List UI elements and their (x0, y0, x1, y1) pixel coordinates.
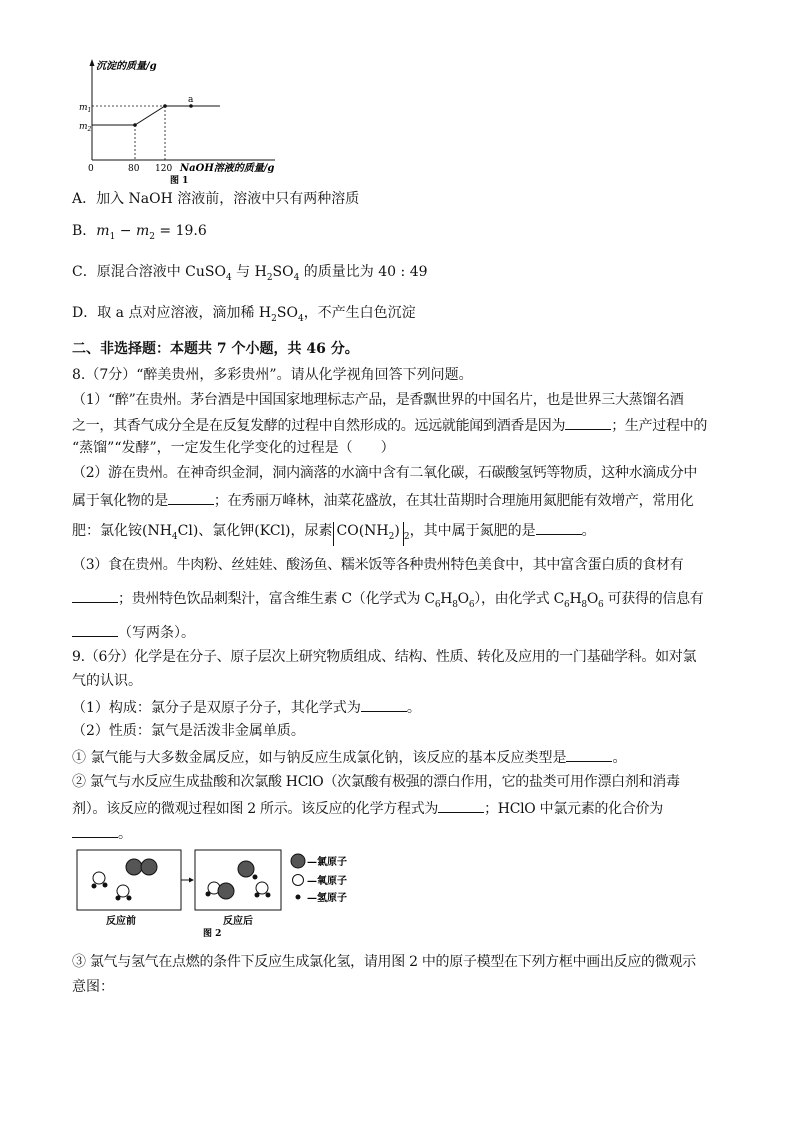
after-label: 反应后 (223, 916, 253, 927)
oxygen-atom (93, 872, 105, 884)
q9-p1: （1）构成：氯分子是双原子分子，其化学式为 。 (72, 697, 421, 717)
oxygen-atom (117, 885, 129, 897)
x-axis-label: NaOH溶液的质量/g (180, 163, 275, 174)
figure-1-caption: 图 1 (170, 176, 189, 185)
y-axis-label: 沉淀的质量/g (96, 61, 157, 72)
q8-p3-line1: （3）食在贵州。牛肉粉、丝娃娃、酸汤鱼、糯米饭等各种贵州特色美食中，其中富含蛋白质的食材有 (72, 557, 684, 573)
q8-p1-line3: “蒸馏”“发酵”，一定发生化学变化的过程是（ ） (72, 440, 395, 456)
q9-c2-line3: 。 (72, 823, 132, 843)
q9-stem-line2: 气的认识。 (72, 673, 142, 689)
q8-p3-line3: （写两条）。 (72, 622, 195, 642)
chlorine-atom (218, 883, 234, 899)
answer-blank[interactable] (72, 823, 118, 838)
legend-hydrogen: —氢原子 (307, 893, 347, 904)
option-c: C．原混合溶液中 CuSO$_4$ 与 $H_2SO_4$ 的质量比为 40 : 49 (72, 264, 428, 283)
chlorine-atom (126, 859, 142, 875)
q9-c3-line2: 意图： (72, 979, 114, 995)
answer-blank[interactable] (72, 588, 118, 603)
option-a: A．加入 NaOH 溶液前，溶液中只有两种溶质 (72, 191, 360, 207)
x-tick-120: 120 (155, 164, 173, 174)
answer-blank[interactable] (361, 697, 407, 712)
answer-blank[interactable] (566, 747, 612, 762)
figure-1-chart (70, 55, 300, 185)
precipitate-line (92, 106, 220, 125)
oxygen-atom (256, 882, 268, 894)
option-d: D．取 a 点对应溶液，滴加稀 $H_2SO_4$，不产生白色沉淀 (72, 305, 416, 324)
q9-stem-line1: 9.（6分）化学是在分子、原子层次上研究物质组成、结构、性质、转化及应用的一门基础学科。如对氯 (72, 649, 697, 665)
hydrogen-atom (127, 896, 132, 901)
figure-2-diagram (76, 848, 376, 940)
figure-2-caption: 图 2 (203, 929, 222, 939)
legend-chlorine: —氯原子 (307, 857, 347, 868)
answer-blank[interactable] (438, 798, 484, 813)
q9-c2-line1: ② 氯气与水反应生成盐酸和次氯酸 HClO（次氯酸有极强的漂白作用，它的盐类可用作漂白剂和消毒 (72, 774, 680, 790)
hydrogen-atom (206, 892, 211, 897)
hydrogen-atom (253, 875, 258, 880)
urea-bracket: $CO(NH_2)$ (333, 522, 404, 546)
legend-chlorine-icon (291, 854, 305, 868)
legend-hydrogen-icon (296, 895, 301, 900)
hydrogen-atom (103, 883, 108, 888)
hydrogen-atom (92, 884, 97, 889)
answer-blank[interactable] (565, 415, 611, 430)
answer-blank[interactable] (72, 622, 118, 637)
y-axis-arrow (90, 59, 95, 66)
q9-p2: （2）性质：氯气是活泼非金属单质。 (72, 723, 305, 739)
x-tick-80: 80 (128, 164, 140, 174)
point-a-label: a (188, 95, 194, 105)
q8-p2-line2: 属于氧化物的是 ；在秀丽万峰林，油菜花盛放，在其壮苗期时合理施用氮肥能有效增产，常用化 (72, 490, 693, 510)
chlorine-atom (141, 859, 157, 875)
section-2-heading: 二、非选择题：本题共 7 个小题，共 46 分。 (72, 341, 359, 357)
q9-c3-line1: ③ 氯气与氢气在点燃的条件下反应生成氯化氢，请用图 2 中的原子模型在下列方框中画出反应的微观示 (72, 954, 696, 970)
q8-p1-line1: （1）“醉”在贵州。茅台酒是中国国家地理标志产品，是香飘世界的中国名片，也是世界三大蒸馏名酒 (72, 392, 684, 408)
hydrogen-atom (266, 893, 271, 898)
point-80 (133, 123, 137, 127)
m1-label: $m_1$ (79, 103, 92, 114)
m2-label: $m_2$ (79, 122, 92, 133)
reaction-arrowhead (189, 878, 194, 883)
q8-p3-line2: ；贵州特色饮品刺梨汁，富含维生素 C（化学式为 $C_6H_8O_6$），由化学式 $C_6H_8O_6$ 可获得的信息有 (72, 588, 704, 614)
answer-blank[interactable] (536, 520, 582, 535)
q8-p2-line1: （2）游在贵州。在神奇织金洞，洞内滴落的水滴中含有二氧化碳，石碳酸氢钙等物质，这种水滴成分中 (72, 465, 698, 481)
q9-c2-line2: 剂）。该反应的微观过程如图 2 所示。该反应的化学方程式为 ；HClO 中氯元素的化合价为 (72, 798, 663, 818)
option-b: B．$m_1 - m_2 = 19.6$ (72, 223, 207, 242)
answer-blank[interactable] (168, 490, 214, 505)
before-label: 反应前 (106, 916, 136, 927)
q8-p1-line2: 之一，其香气成分全是在反复发酵的过程中自然形成的。远远就能闻到酒香是因为 ；生产过程中的 (72, 415, 707, 435)
q8-stem: 8.（7分）“醉美贵州，多彩贵州”。请从化学视角回答下列问题。 (72, 367, 473, 383)
before-box (77, 850, 181, 910)
after-box (195, 850, 281, 910)
legend-oxygen: —氧原子 (307, 876, 347, 887)
chlorine-atom (238, 861, 254, 877)
q8-p2-line3: 肥：氯化铵$(NH_4Cl)$、氯化钾(KCl)，尿素 $CO(NH_2)$ $_2$，其中属于氮肥的是 。 (72, 520, 596, 546)
hydrogen-atom (116, 896, 121, 901)
q9-c1: ① 氯气能与大多数金属反应，如与钠反应生成氯化钠，该反应的基本反应类型是 。 (72, 747, 626, 767)
hydrogen-atom (255, 893, 260, 898)
legend-oxygen-icon (293, 875, 304, 886)
point-120 (163, 104, 167, 108)
x-tick-origin: 0 (88, 164, 94, 174)
